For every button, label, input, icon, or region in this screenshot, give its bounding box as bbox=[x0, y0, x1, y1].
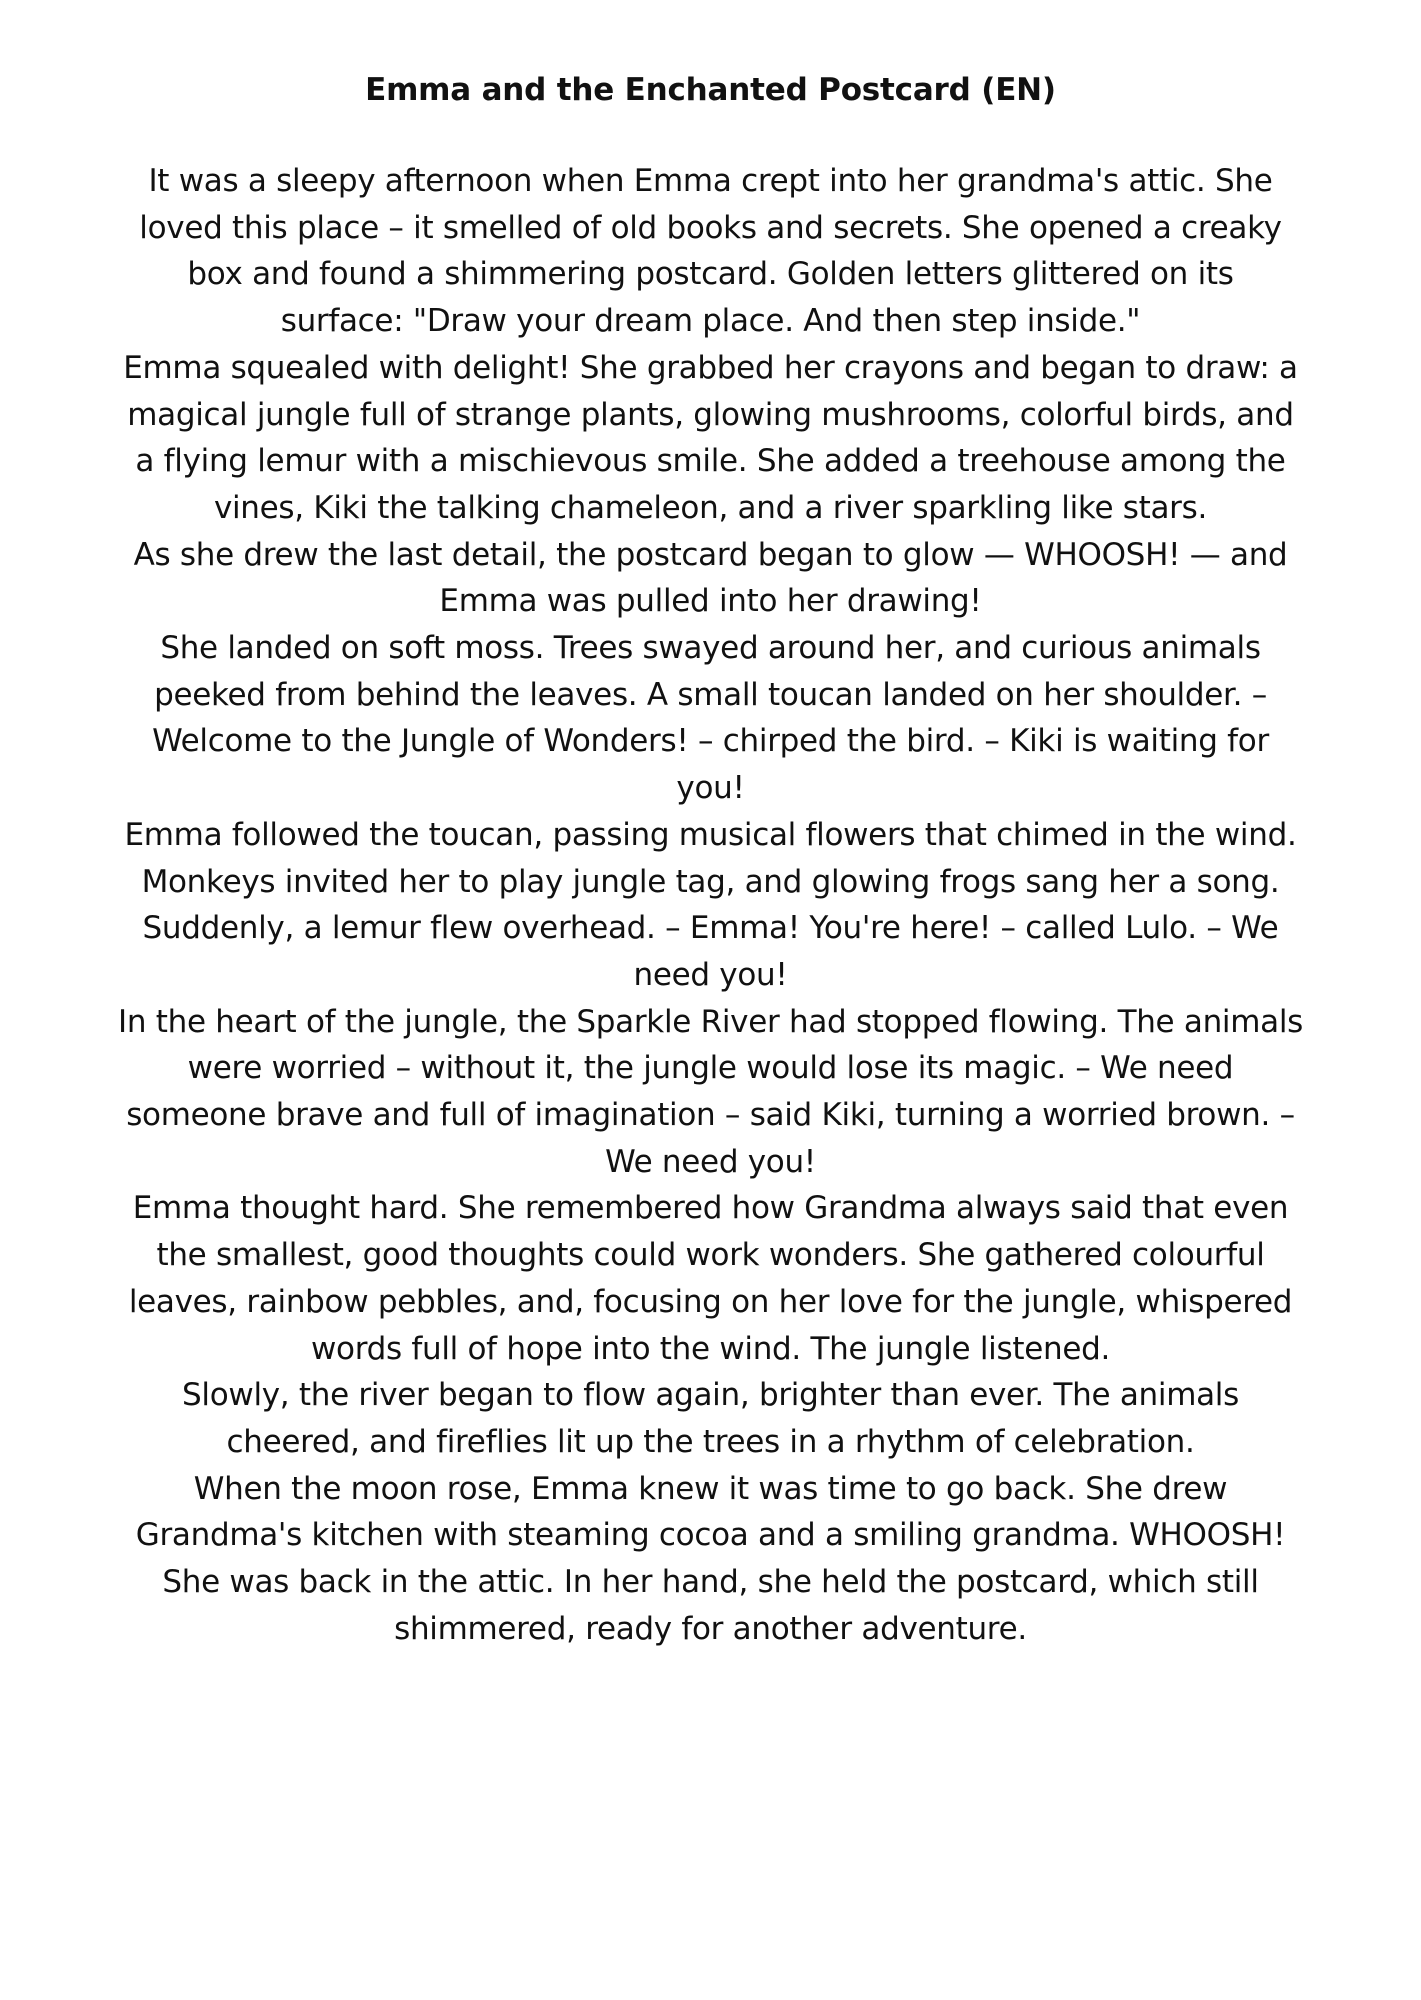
paragraph-thinking bbox=[60, 1185, 1361, 1372]
text-line: Suddenly, a lemur flew overhead. – Emma! You're here! – called Lulo. – We bbox=[142, 910, 1279, 947]
text-line: It was a sleepy afternoon when Emma crept into her grandma's attic. She bbox=[148, 163, 1273, 199]
text-line: box and found a shimmering postcard. Golden letters glittered on its bbox=[187, 256, 1234, 293]
text-line: you! bbox=[676, 770, 745, 807]
text-line: When the moon rose, Emma knew it was time to go back. She drew bbox=[193, 1470, 1228, 1507]
text-line: Grandma's kitchen with steaming cocoa and a smiling grandma. WHOOSH! bbox=[135, 1517, 1286, 1554]
text-line: Monkeys invited her to play jungle tag, and glowing frogs sang her a song. bbox=[141, 863, 1280, 900]
paragraph-return bbox=[60, 1466, 1361, 1653]
text-line: peeked from behind the leaves. A small toucan landed on her shoulder. – bbox=[154, 676, 1267, 713]
text-line: someone brave and full of imagination – said Kiki, turning a worried brown. – bbox=[126, 1097, 1295, 1134]
paragraph-landing bbox=[60, 625, 1361, 812]
text-line: Emma thought hard. She remembered how Grandma always said that even bbox=[132, 1190, 1289, 1227]
text-line: words full of hope into the wind. The jungle listened. bbox=[310, 1330, 1111, 1367]
text-line: need you! bbox=[633, 956, 788, 993]
text-line: cheered, and fireflies lit up the trees in a rhythm of celebration. bbox=[226, 1423, 1195, 1460]
text-line: Emma was pulled into her drawing! bbox=[439, 583, 982, 620]
text-line: magical jungle full of strange plants, glowing mushrooms, colorful birds, and bbox=[127, 396, 1294, 433]
text-line: She landed on soft moss. Trees swayed around her, and curious animals bbox=[160, 630, 1261, 667]
text-line: shimmered, ready for another adventure. bbox=[394, 1610, 1027, 1647]
text-line: vines, Kiki the talking chameleon, and a river sparkling like stars. bbox=[213, 489, 1208, 526]
paragraph-celebration bbox=[60, 1372, 1361, 1465]
text-line: the smallest, good thoughts could work wonders. She gathered colourful bbox=[156, 1237, 1265, 1274]
story-body bbox=[60, 158, 1361, 1653]
text-line: Welcome to the Jungle of Wonders! – chirped the bird. – Kiki is waiting for bbox=[152, 723, 1269, 760]
text-line: a flying lemur with a mischievous smile. She added a treehouse among the bbox=[135, 443, 1286, 480]
story-title: Emma and the Enchanted Postcard (EN) bbox=[365, 72, 1056, 108]
text-line: She was back in the attic. In her hand, she held the postcard, which still bbox=[162, 1564, 1259, 1601]
text-line: We need you! bbox=[605, 1143, 816, 1180]
text-line: were worried – without it, the jungle would lose its magic. – We need bbox=[187, 1050, 1234, 1087]
text-line: In the heart of the jungle, the Sparkle River had stopped flowing. The animals bbox=[118, 1003, 1303, 1040]
paragraph-toucan bbox=[60, 812, 1361, 999]
paragraph-drawing bbox=[60, 345, 1361, 532]
paragraph-whoosh bbox=[60, 532, 1361, 625]
paragraph-attic bbox=[60, 158, 1361, 345]
paragraph-river bbox=[60, 999, 1361, 1186]
text-line: Emma followed the toucan, passing musical flowers that chimed in the wind. bbox=[124, 816, 1297, 853]
text-line: Emma squealed with delight! She grabbed her crayons and began to draw: a bbox=[123, 349, 1298, 386]
text-line: loved this place – it smelled of old books and secrets. She opened a creaky bbox=[139, 209, 1282, 246]
text-line: As she drew the last detail, the postcard began to glow — WHOOSH! — and bbox=[133, 536, 1288, 573]
text-line: surface: "Draw your dream place. And then step inside." bbox=[280, 303, 1141, 340]
text-line: Slowly, the river began to flow again, brighter than ever. The animals bbox=[182, 1377, 1239, 1414]
text-line: leaves, rainbow pebbles, and, focusing on her love for the jungle, whispered bbox=[128, 1283, 1293, 1320]
